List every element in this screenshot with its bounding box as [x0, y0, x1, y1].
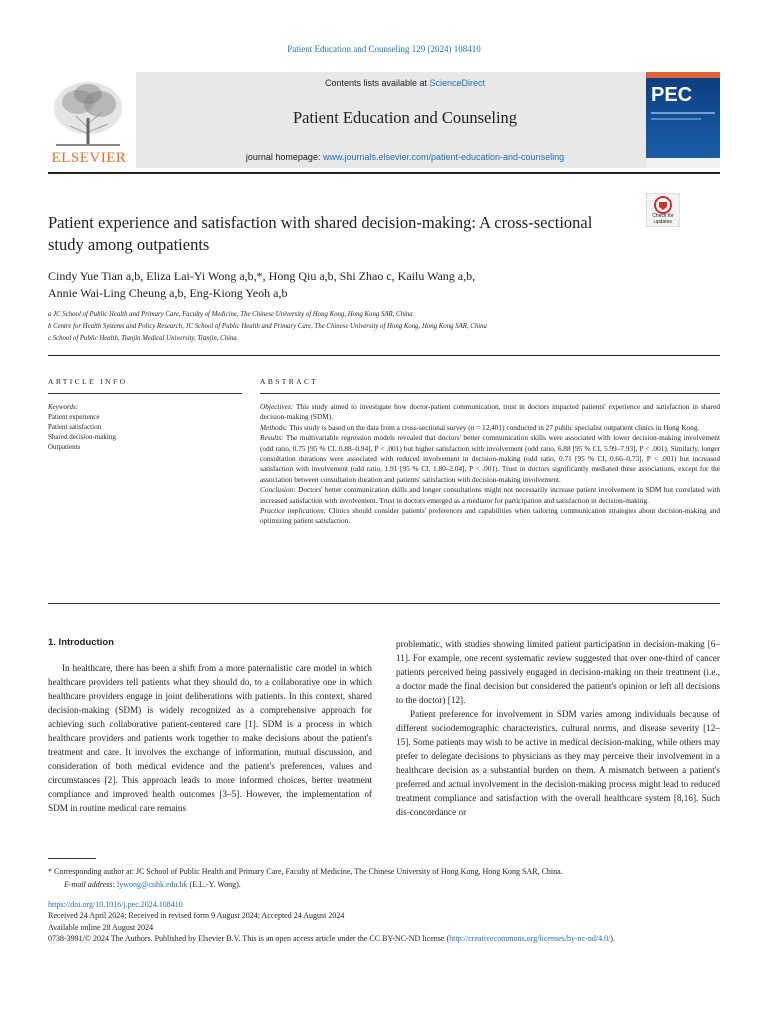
- authors-line-1: Cindy Yue Tian a,b, Eliza Lai-Yi Wong a,b,*, Hong Qiu a,b, Shi Zhao c, Kailu Wang a,b,: [48, 269, 476, 283]
- journal-citation-line[interactable]: Patient Education and Counseling 129 (2024) 108410: [287, 44, 481, 54]
- abstract-rule: [260, 393, 720, 394]
- affiliations-divider: [48, 355, 720, 356]
- journal-cover-image: [646, 72, 720, 168]
- license-prefix: 0738-3991/© 2024 The Authors. Published by Elsevier B.V. This is an open access article under the CC BY-NC-ND license (: [48, 934, 450, 944]
- header-divider: [48, 172, 720, 174]
- methods-label: Methods:: [260, 422, 288, 432]
- body-column-left: [48, 661, 372, 815]
- license-link[interactable]: http://creativecommons.org/licenses/by-nc-nd/4.0/: [449, 934, 611, 944]
- abstract-bottom-rule: [48, 603, 720, 604]
- abstract-results: [260, 433, 720, 485]
- affiliation-a: a JC School of Public Health and Primary Care, Faculty of Medicine, The Chinese University of Hong Kong, Hong Kong SAR, China: [48, 311, 413, 318]
- objectives-label: Objectives:: [260, 402, 294, 411]
- cover-bottom-band: [646, 158, 720, 168]
- objectives-text: This study aimed to investigate how doctor-patient communication, trust in doctors impacted patients' experience and satisfaction in shared decision-making (SDM).: [260, 402, 720, 422]
- homepage-link[interactable]: www.journals.elsevier.com/patient-education-and-counseling: [322, 152, 565, 162]
- publication-info: [48, 899, 720, 945]
- practice-text: Clinics should consider patients' preferences and capabilities when tailoring communication strategies about decision-making and optimizing patient satisfaction.: [260, 506, 720, 526]
- body-column-right: [396, 637, 720, 819]
- available-online: Available online 28 August 2024: [48, 922, 154, 932]
- keywords-block: [48, 402, 242, 452]
- cover-line: [651, 112, 715, 114]
- section-heading-introduction: 1. Introduction: [48, 637, 114, 648]
- body-paragraph: In healthcare, there has been a shift from a more paternalistic care model in which healthcare providers tell patients what they should do, to a collaborative one in which healthcare providers engage in joint deliberations with patients. In this context, shared decision-making (SDM) is widely recognized as a comprehensive approach for achieving such collaborative patient-centered care [1]. SDM is a process in which healthcare providers and patients work together to make decisions about the patient's treatment and care. It involves the exchange of information, mutual discussion, and consideration of both medical evidence and the patient's preferences, values and circumstances [2]. This approach leads to more informed choices, better treatment compliance and improved health outcomes [3–5]. However, the implementation of SDM in routine medical care remains: [48, 663, 372, 813]
- cover-line: [651, 118, 701, 120]
- contents-prefix: Contents lists available at: [324, 78, 430, 88]
- elsevier-wordmark: ELSEVIER: [51, 150, 127, 166]
- email-link[interactable]: lywong@cuhk.edu.hk: [117, 880, 188, 889]
- article-title: Patient experience and satisfaction with shared decision-making: A cross-sectional study among outpatients: [48, 213, 593, 254]
- email-suffix: (E.L.-Y. Wong).: [187, 880, 241, 889]
- article-info-heading: ARTICLE INFO: [48, 377, 128, 386]
- abstract-body: [260, 402, 720, 527]
- doi-link[interactable]: https://doi.org/10.1016/j.pec.2024.108410: [48, 900, 183, 909]
- keyword-item: Shared decision-making: [48, 433, 116, 441]
- journal-title: Patient Education and Counseling: [292, 108, 518, 127]
- abstract-practice: [260, 506, 720, 527]
- practice-label: Practice implications:: [260, 506, 327, 516]
- cover-title: PEC: [651, 84, 693, 106]
- license-suffix: ).: [610, 934, 615, 944]
- keywords-label: Keywords:: [48, 403, 79, 411]
- article-info-rule: [48, 393, 242, 394]
- corresponding-author-footnote: [48, 865, 720, 891]
- keyword-item: Patient satisfaction: [48, 423, 102, 431]
- body-paragraph: problematic, with studies showing limited patient participation in decision-making [6–11]. For example, one recent systematic review suggested that over one-third of cancer patients perceived being passively engaged in decision-making on their treatment (i.e., a doctor made the final decision but considered the patient's opinion or left all decisions to the doctor) [12].: [396, 639, 720, 705]
- cover-top-band: [646, 72, 720, 78]
- abstract-objectives: [260, 402, 720, 423]
- conclusion-label: Conclusion:: [260, 485, 296, 495]
- crossmark-label[interactable]: Check for updates: [652, 213, 674, 225]
- homepage-label: journal homepage:: [245, 152, 323, 162]
- results-text: The multivariable regression models revealed that doctors' better communication skills were associated with lower decision-making involvement (odd ratio, 0.75 [95 % CI, 0.88–0.94], P < .001) but higher satisfaction with involvement (odd ratio, 6.88 [95 % CI, 5.99–7.93], P < .001). Similarly, longer consultation durations were associated with reduced involvement in decision-making (odd ratio, 0.71 [95 % CI, 0.66–0.73], P < .001) but increased satisfaction with involvement (odd ratio, 1.91 [95 % CI, 1.80–2.04], P < .001). Trust in doctors significantly mediated these associations, except for the association between consultation duration and patients' satisfaction with decision-making involvement.: [260, 433, 720, 484]
- conclusion-text: Doctors' better communication skills and longer consultations might not necessarily increase patient involvement in SDM but correlated with increased satisfaction with involvement. Trust in doctors emerged as a mediator for participation and satisfaction in decision-making.: [260, 485, 721, 505]
- author-list: [48, 268, 608, 302]
- abstract-conclusion: [260, 485, 720, 506]
- journal-homepage: [136, 152, 674, 162]
- received-dates: Received 24 April 2024; Received in revised form 9 August 2024; Accepted 24 August 2024: [48, 911, 345, 921]
- license-statement: [48, 933, 720, 944]
- journal-header: [48, 72, 720, 168]
- abstract-methods: [260, 423, 720, 433]
- keyword-item: Patient experience: [48, 413, 100, 421]
- sciencedirect-link[interactable]: ScienceDirect: [429, 78, 486, 88]
- affiliation-b: b Centre for Health Systems and Policy Research, JC School of Public Health and Primary Care, The Chinese University of Hong Kong, Hong Kong SAR, China: [48, 323, 487, 330]
- footnote-rule: [48, 858, 96, 859]
- results-label: Results:: [260, 433, 284, 443]
- email-label: E-mail address:: [64, 880, 118, 889]
- corresponding-author: * Corresponding author at: JC School of Public Health and Primary Care, Faculty of Medicine, The Chinese University of Hong Kong, Hong Kong SAR, China.: [48, 867, 563, 876]
- affiliation-c: c School of Public Health, Tianjin Medical University, Tianjin, China: [48, 335, 237, 342]
- masthead: [136, 72, 674, 168]
- body-paragraph: Patient preference for involvement in SDM varies among individuals because of different sociodemographic characteristics, cultural norms, and disease severity [12–15]. Some patients may wish to be active in medical decision-making, while others may prefer to delegate decisions to physicians as they may perceive their involvement in a healthcare decision as a substantial burden on them. A mismatch between a patient's preferred and actual involvement in the decision-making process might lead to reduced treatment compliance and satisfaction with the overall healthcare system [8,16]. Such dis-concordance or: [396, 709, 720, 817]
- methods-text: This study is based on the data from a cross-sectional survey (n = 12,401) conducted in 27 public specialist outpatient clinics in Hong Kong.: [289, 422, 700, 432]
- email-line: [48, 878, 720, 891]
- authors-line-2: Annie Wai-Ling Cheung a,b, Eng-Kiong Yeoh a,b: [48, 286, 288, 300]
- abstract-heading: ABSTRACT: [260, 377, 319, 386]
- contents-availability: [136, 78, 674, 88]
- keyword-item: Outpatients: [48, 443, 81, 451]
